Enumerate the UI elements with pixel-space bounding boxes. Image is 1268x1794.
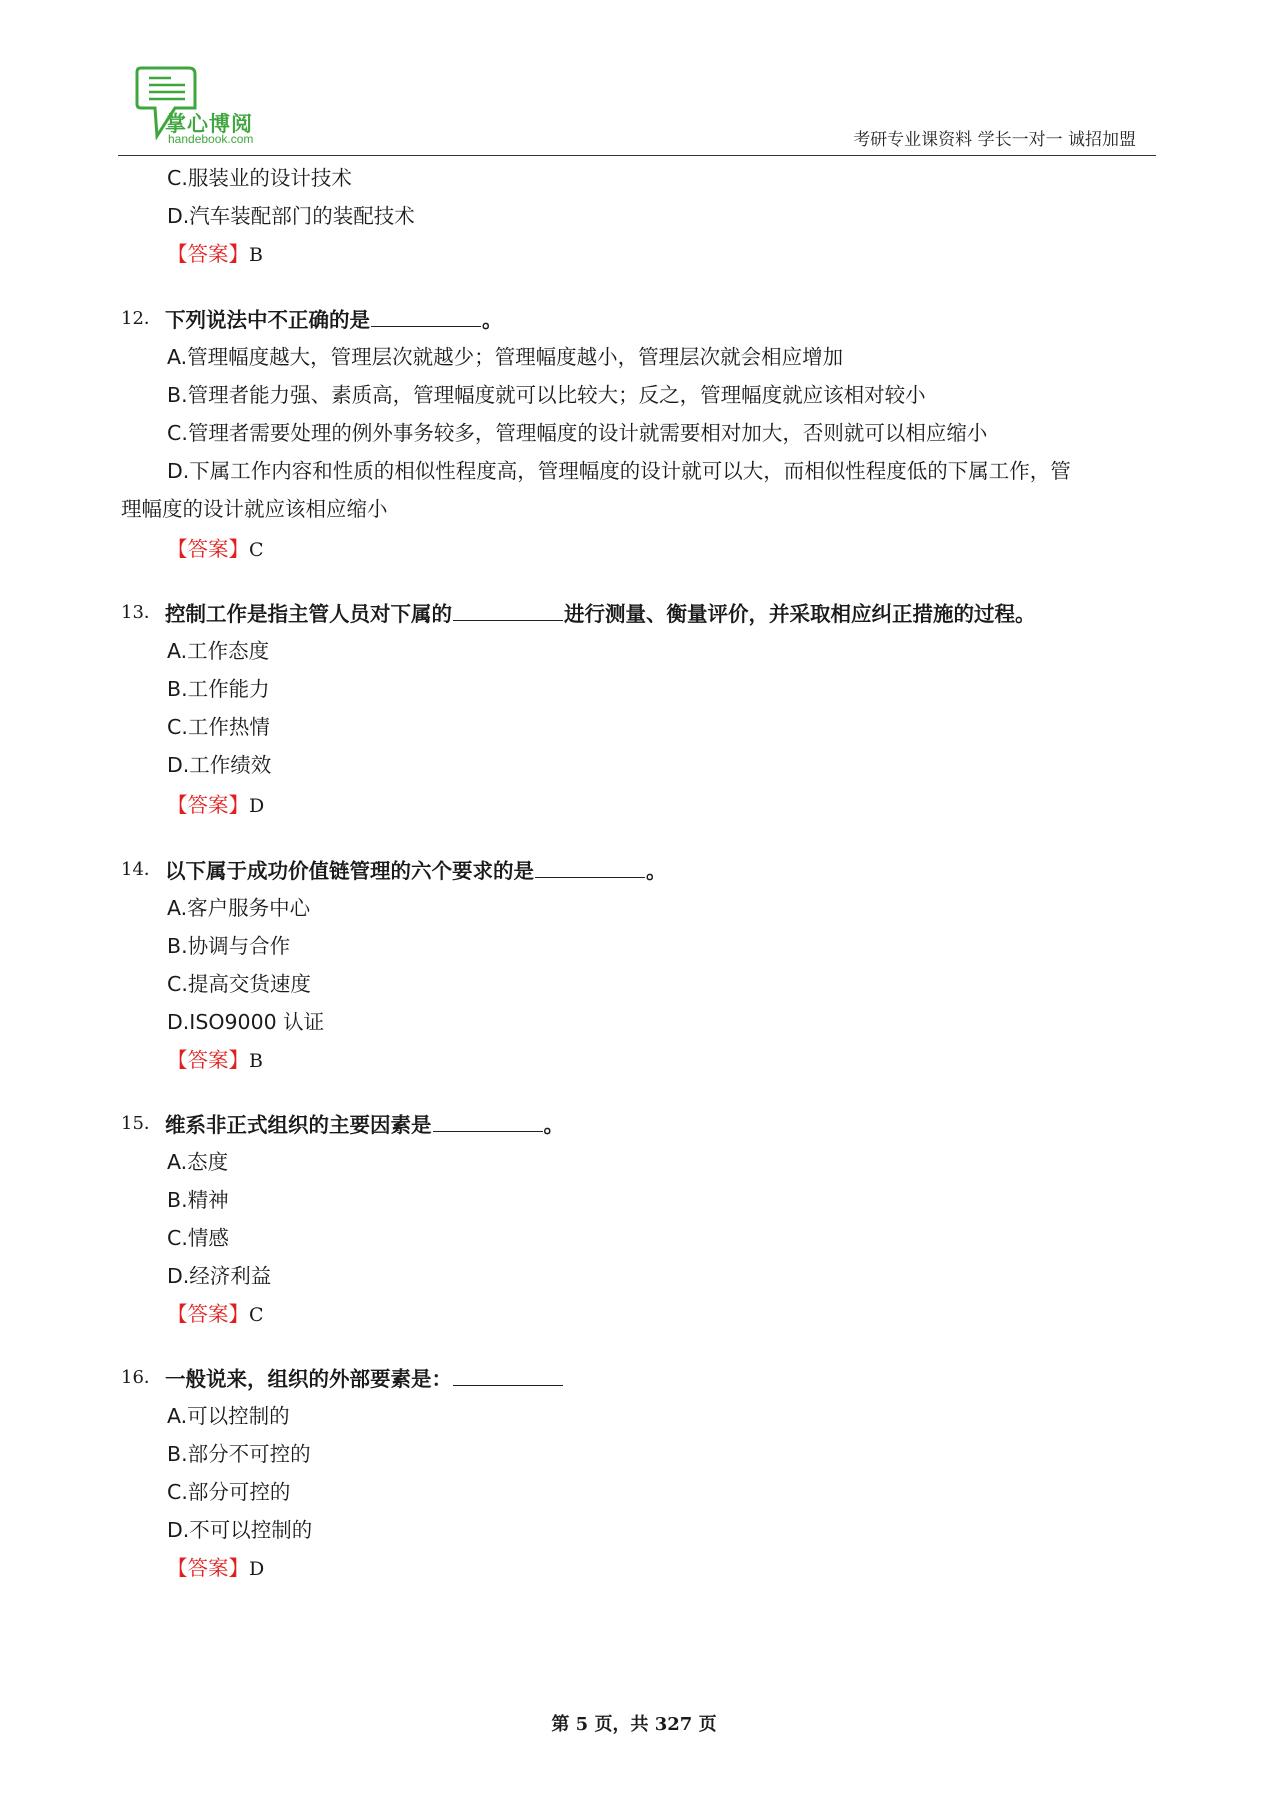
header-tagline: 考研专业课资料 学长一对一 诚招加盟 (853, 130, 1136, 150)
answer-value: C (249, 1304, 264, 1326)
option-b: B.部分不可控的 (167, 1442, 311, 1466)
question-number: 15． (121, 1113, 162, 1134)
question-stem: 下列说法中不正确的是 。 (165, 308, 503, 332)
question-number: 16． (121, 1367, 162, 1388)
option-b: B.协调与合作 (167, 934, 291, 958)
answer-value: D (249, 795, 265, 817)
answer-blank (371, 306, 481, 327)
option-d: D.下属工作内容和性质的相似性程度高，管理幅度的设计就可以大，而相似性程度低的下属工作，管 (167, 459, 1071, 483)
option-b: B.工作能力 (167, 677, 270, 701)
answer-line (167, 1047, 263, 1074)
logo-name: 掌心博阅 (165, 112, 253, 136)
answer-label: 【答案】 (167, 1302, 249, 1326)
answer-blank (453, 600, 563, 621)
question-number: 14． (121, 859, 162, 880)
answer-label: 【答案】 (167, 242, 249, 266)
answer-value: C (249, 539, 264, 561)
answer-line (167, 241, 263, 268)
logo-domain: handebook.com (168, 132, 254, 146)
question-stem: 一般说来，组织的外部要素是： (165, 1365, 564, 1392)
answer-blank (433, 1111, 543, 1132)
answer-value: D (249, 1558, 265, 1580)
option-d: D.经济利益 (167, 1264, 272, 1288)
option-d: D.工作绩效 (167, 753, 272, 777)
option-b: B.精神 (167, 1188, 229, 1212)
answer-line (167, 1555, 264, 1582)
answer-value: B (249, 1050, 263, 1072)
answer-label: 【答案】 (167, 537, 249, 561)
option-d: D.汽车装配部门的装配技术 (167, 204, 415, 228)
option-d-continued: 理幅度的设计就应该相应缩小 (121, 497, 388, 521)
page-number: 第 5 页，共 327 页 (551, 1714, 717, 1735)
option-c: C.情感 (167, 1226, 229, 1250)
option-c: C.管理者需要处理的例外事务较多，管理幅度的设计就需要相对加大，否则就可以相应缩小 (167, 421, 988, 445)
option-c: C.提高交货速度 (167, 972, 311, 996)
answer-blank (453, 1365, 563, 1386)
answer-label: 【答案】 (167, 1556, 249, 1580)
option-a: A.管理幅度越大，管理层次就越少；管理幅度越小，管理层次就会相应增加 (167, 345, 844, 369)
option-d: D.ISO9000 认证 (167, 1010, 325, 1034)
answer-label: 【答案】 (167, 1048, 249, 1072)
logo (135, 64, 275, 146)
header-divider (118, 155, 1156, 156)
option-d: D.不可以控制的 (167, 1518, 313, 1542)
answer-value: B (249, 244, 263, 266)
option-a: A.态度 (167, 1150, 229, 1174)
option-c: C.服装业的设计技术 (167, 166, 352, 190)
answer-line (167, 792, 264, 819)
option-a: A.工作态度 (167, 639, 270, 663)
option-a: A.客户服务中心 (167, 896, 311, 920)
option-b: B.管理者能力强、素质高，管理幅度就可以比较大；反之，管理幅度就应该相对较小 (167, 383, 926, 407)
question-stem: 以下属于成功价值链管理的六个要求的是 。 (165, 859, 667, 883)
answer-label: 【答案】 (167, 793, 249, 817)
question-stem: 控制工作是指主管人员对下属的 进行测量、衡量评价，并采取相应纠正措施的过程。 (165, 602, 1036, 626)
option-a: A.可以控制的 (167, 1404, 290, 1428)
answer-blank (535, 857, 645, 878)
option-c: C.部分可控的 (167, 1480, 291, 1504)
answer-line (167, 1301, 264, 1328)
question-stem: 维系非正式组织的主要因素是 。 (165, 1113, 564, 1137)
answer-line (167, 536, 264, 563)
question-number: 13． (121, 602, 162, 623)
question-number: 12． (121, 308, 162, 329)
option-c: C.工作热情 (167, 715, 270, 739)
